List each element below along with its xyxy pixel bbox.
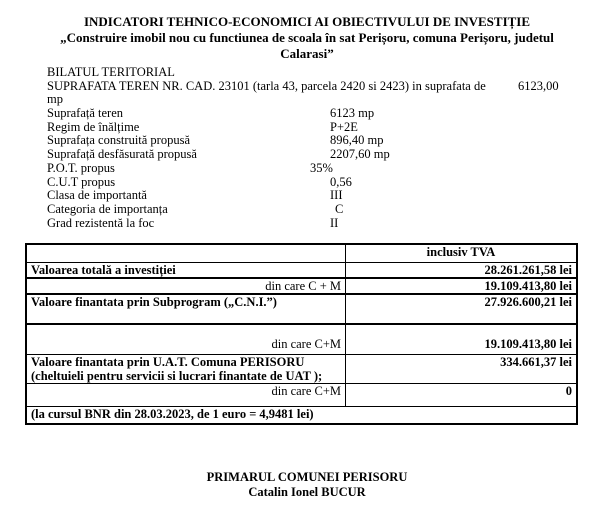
row-value: 19.109.413,80 lei: [346, 278, 578, 294]
info-row: [47, 148, 587, 162]
info-label: Suprafață teren: [47, 106, 124, 121]
row-label: Valoarea totală a investiției: [26, 263, 346, 279]
info-row: [47, 176, 587, 190]
info-row: [47, 107, 587, 121]
info-row: [47, 189, 587, 203]
territorial-balance: [47, 66, 587, 230]
cadastre-label: SUPRAFATA TEREN NR. CAD. 23101 (tarla 43, parcela 2420 si 2423) in suprafata de: [47, 78, 486, 93]
table-row: [26, 324, 577, 355]
row-label: din care C+M: [26, 384, 346, 407]
document-header: [0, 14, 614, 62]
exchange-rate-row: [26, 407, 577, 425]
info-row: [47, 203, 587, 217]
cadastre-unit: mp: [47, 92, 63, 107]
signatory-name: Catalin Ionel BUCUR: [248, 485, 366, 499]
row-label: [26, 355, 346, 384]
row-value: 19.109.413,80 lei: [346, 324, 578, 355]
info-label: Grad rezistentă la foc: [47, 215, 155, 230]
info-label: P.O.T. propus: [47, 160, 115, 175]
info-label: Clasa de importantă: [47, 188, 147, 203]
info-label: Suprafață desfăsurată propusă: [47, 147, 197, 162]
header-empty-cell: [26, 244, 346, 263]
financial-table: [25, 243, 578, 425]
row-label: Valoare finantata prin Subprogram („C.N.I.”): [26, 294, 346, 324]
cadastre-line: [47, 80, 587, 94]
table-row: [26, 384, 577, 407]
info-label: Suprafața construită propusă: [47, 133, 191, 148]
info-row: [47, 121, 587, 135]
info-value: 6123 mp: [330, 106, 375, 121]
info-value: 0,56: [330, 174, 352, 189]
info-label: Regim de înălțime: [47, 119, 140, 134]
info-value: II: [330, 215, 339, 230]
info-row: [47, 134, 587, 148]
row-label-line2: (cheltuieli pentru servicii si lucrari finantate de UAT );: [31, 369, 323, 383]
section-title: BILATUL TERITORIAL: [47, 65, 175, 79]
info-value: C: [335, 201, 344, 216]
document-title: INDICATORI TEHNICO-ECONOMICI AI OBIECTIVULUI DE INVESTIȚIE: [83, 14, 531, 29]
info-value: 2207,60 mp: [330, 147, 390, 162]
table-row: [26, 355, 577, 384]
signature-block: [0, 470, 614, 500]
row-label: din care C + M: [26, 278, 346, 294]
info-value: P+2E: [330, 119, 358, 134]
project-name: „Construire imobil nou cu functiunea de scoala în sat Perișoru, comuna Perișoru, judetul Calarasi”: [60, 30, 554, 61]
info-value: 35%: [310, 160, 333, 175]
info-row: [47, 217, 587, 231]
info-value: III: [330, 188, 343, 203]
cadastre-value: 6123,00: [518, 78, 559, 93]
info-label: Categoria de importanța: [47, 201, 168, 216]
signatory-role: PRIMARUL COMUNEI PERISORU: [206, 470, 408, 484]
row-value: 334.661,37 lei: [346, 355, 578, 384]
row-value: 28.261.261,58 lei: [346, 263, 578, 279]
table-row: [26, 263, 577, 279]
exchange-rate-note: (la cursul BNR din 28.03.2023, de 1 euro = 4,9481 lei): [26, 407, 577, 425]
row-value: 27.926.600,21 lei: [346, 294, 578, 324]
column-header-vat: inclusiv TVA: [346, 244, 578, 263]
table-row: [26, 294, 577, 324]
row-label-line1: Valoare finantata prin U.A.T. Comuna PERISORU: [31, 355, 305, 369]
info-row: [47, 162, 587, 176]
row-label: din care C+M: [26, 324, 346, 355]
info-value: 896,40 mp: [330, 133, 384, 148]
table-header-row: [26, 244, 577, 263]
info-label: C.U.T propus: [47, 174, 116, 189]
table-row: [26, 278, 577, 294]
row-value: 0: [346, 384, 578, 407]
